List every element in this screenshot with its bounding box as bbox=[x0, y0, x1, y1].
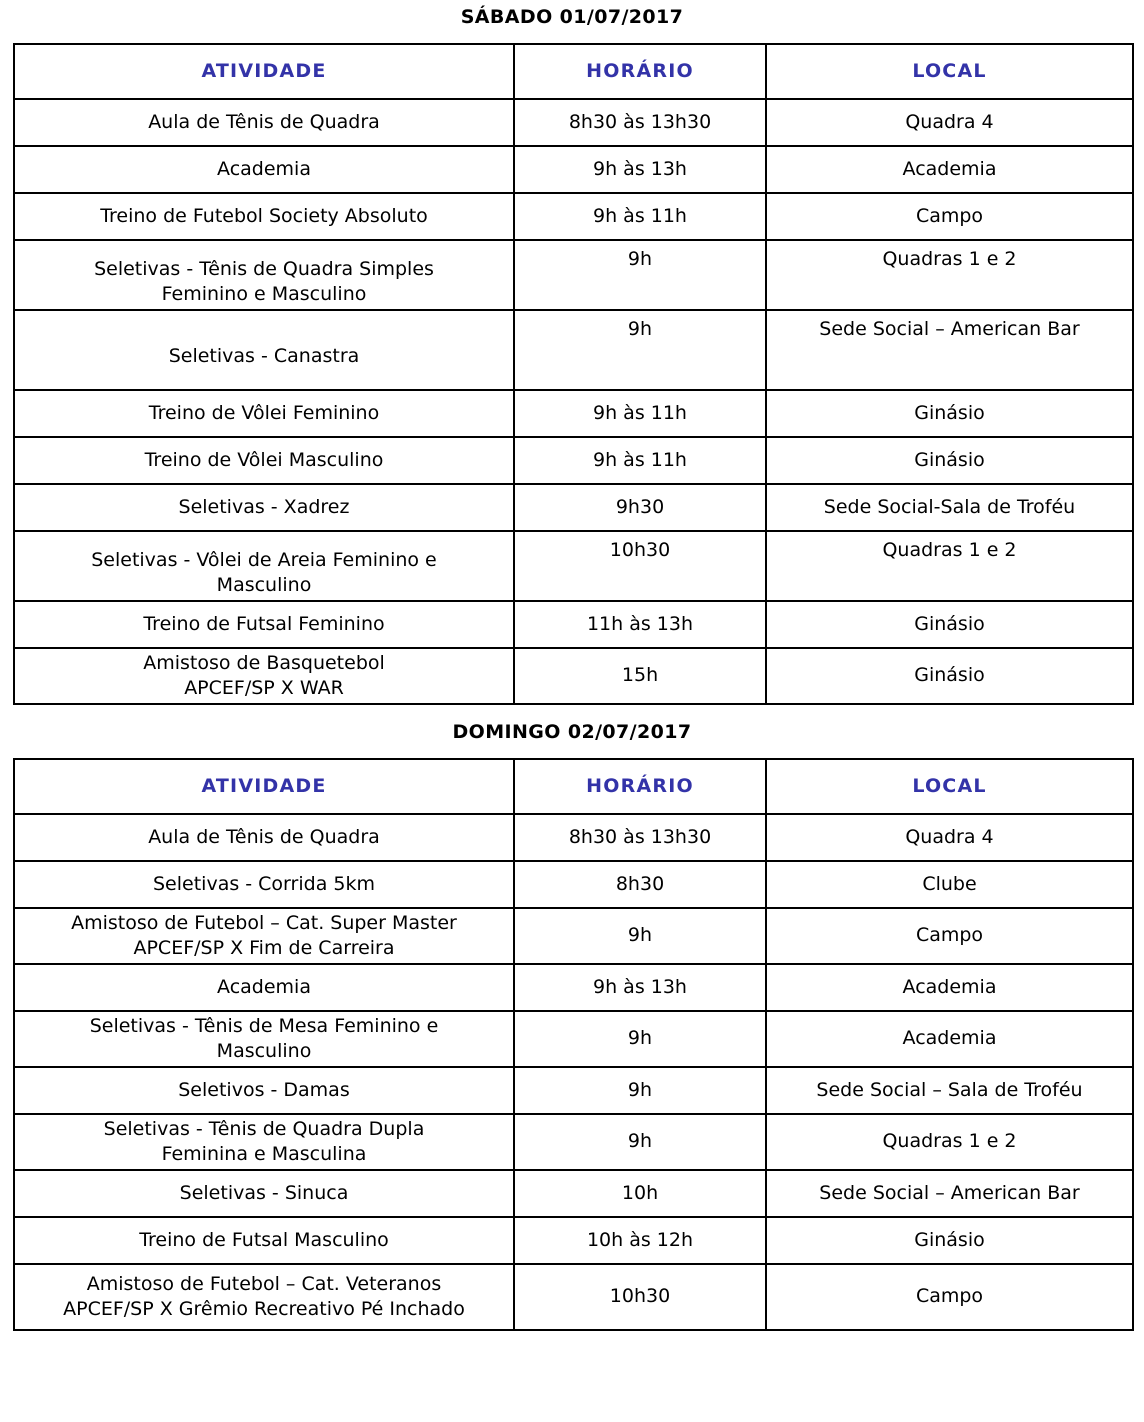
cell-activity: Amistoso de Basquetebol APCEF/SP X WAR bbox=[14, 648, 514, 704]
cell-time: 9h bbox=[514, 1067, 766, 1114]
table-row bbox=[14, 601, 1133, 648]
cell-local: Sede Social-Sala de Troféu bbox=[766, 484, 1133, 531]
cell-local: Campo bbox=[766, 193, 1133, 240]
cell-activity: Treino de Vôlei Masculino bbox=[14, 437, 514, 484]
cell-activity: Treino de Futebol Society Absoluto bbox=[14, 193, 514, 240]
cell-time: 15h bbox=[514, 648, 766, 704]
table-row bbox=[14, 146, 1133, 193]
column-header-activity: ATIVIDADE bbox=[14, 44, 514, 99]
cell-local: Ginásio bbox=[766, 390, 1133, 437]
cell-time: 9h bbox=[514, 1114, 766, 1170]
cell-activity: Academia bbox=[14, 964, 514, 1011]
table-header-row bbox=[14, 759, 1133, 814]
cell-local: Academia bbox=[766, 964, 1133, 1011]
table-row bbox=[14, 99, 1133, 146]
sunday-table-head bbox=[14, 759, 1133, 814]
cell-time: 9h às 11h bbox=[514, 437, 766, 484]
cell-local: Sede Social – Sala de Troféu bbox=[766, 1067, 1133, 1114]
table-row bbox=[14, 531, 1133, 601]
cell-activity: Amistoso de Futebol – Cat. Super Master APCEF/SP X Fim de Carreira bbox=[14, 908, 514, 964]
cell-local: Ginásio bbox=[766, 648, 1133, 704]
cell-time: 10h bbox=[514, 1170, 766, 1217]
cell-activity: Treino de Futsal Feminino bbox=[14, 601, 514, 648]
table-row bbox=[14, 648, 1133, 704]
cell-time: 9h bbox=[514, 310, 766, 390]
column-header-local: LOCAL bbox=[766, 44, 1133, 99]
cell-local: Ginásio bbox=[766, 437, 1133, 484]
table-row bbox=[14, 964, 1133, 1011]
cell-local: Ginásio bbox=[766, 601, 1133, 648]
table-row bbox=[14, 1170, 1133, 1217]
saturday-table-head bbox=[14, 44, 1133, 99]
cell-activity: Treino de Futsal Masculino bbox=[14, 1217, 514, 1264]
cell-time: 8h30 bbox=[514, 861, 766, 908]
cell-time: 9h bbox=[514, 908, 766, 964]
sunday-table-wrap bbox=[0, 758, 1144, 1331]
cell-activity: Amistoso de Futebol – Cat. Veteranos APCEF/SP X Grêmio Recreativo Pé Inchado bbox=[14, 1264, 514, 1330]
table-row bbox=[14, 861, 1133, 908]
cell-local: Sede Social – American Bar bbox=[766, 1170, 1133, 1217]
saturday-schedule-table bbox=[13, 43, 1134, 705]
cell-time: 9h às 11h bbox=[514, 193, 766, 240]
table-row bbox=[14, 484, 1133, 531]
cell-activity: Aula de Tênis de Quadra bbox=[14, 814, 514, 861]
cell-time: 9h às 13h bbox=[514, 964, 766, 1011]
cell-activity: Seletivas - Corrida 5km bbox=[14, 861, 514, 908]
table-row bbox=[14, 814, 1133, 861]
cell-time: 10h às 12h bbox=[514, 1217, 766, 1264]
table-row bbox=[14, 390, 1133, 437]
cell-activity: Seletivas - Tênis de Mesa Feminino e Masculino bbox=[14, 1011, 514, 1067]
cell-activity: Seletivas - Tênis de Quadra Dupla Feminina e Masculina bbox=[14, 1114, 514, 1170]
cell-time: 11h às 13h bbox=[514, 601, 766, 648]
cell-local: Quadras 1 e 2 bbox=[766, 1114, 1133, 1170]
column-header-local: LOCAL bbox=[766, 759, 1133, 814]
cell-activity: Seletivas - Tênis de Quadra Simples Feminino e Masculino bbox=[14, 240, 514, 310]
table-row bbox=[14, 908, 1133, 964]
cell-time: 10h30 bbox=[514, 531, 766, 601]
cell-local: Campo bbox=[766, 1264, 1133, 1330]
cell-activity: Seletivos - Damas bbox=[14, 1067, 514, 1114]
cell-time: 9h bbox=[514, 240, 766, 310]
table-row bbox=[14, 240, 1133, 310]
table-row bbox=[14, 1114, 1133, 1170]
cell-time: 9h30 bbox=[514, 484, 766, 531]
sunday-schedule-table bbox=[13, 758, 1134, 1331]
cell-activity: Seletivas - Sinuca bbox=[14, 1170, 514, 1217]
cell-activity: Seletivas - Canastra bbox=[14, 310, 514, 390]
table-row bbox=[14, 1217, 1133, 1264]
cell-local: Quadra 4 bbox=[766, 814, 1133, 861]
saturday-table-wrap bbox=[0, 43, 1144, 705]
table-header-row bbox=[14, 44, 1133, 99]
table-row bbox=[14, 1011, 1133, 1067]
cell-local: Quadra 4 bbox=[766, 99, 1133, 146]
cell-time: 10h30 bbox=[514, 1264, 766, 1330]
cell-activity: Treino de Vôlei Feminino bbox=[14, 390, 514, 437]
cell-local: Ginásio bbox=[766, 1217, 1133, 1264]
cell-time: 8h30 às 13h30 bbox=[514, 814, 766, 861]
cell-local: Sede Social – American Bar bbox=[766, 310, 1133, 390]
cell-activity: Seletivas - Xadrez bbox=[14, 484, 514, 531]
table-row bbox=[14, 193, 1133, 240]
column-header-time: HORÁRIO bbox=[514, 759, 766, 814]
day-title-saturday: SÁBADO 01/07/2017 bbox=[460, 6, 684, 28]
cell-local: Clube bbox=[766, 861, 1133, 908]
table-row bbox=[14, 437, 1133, 484]
column-header-time: HORÁRIO bbox=[514, 44, 766, 99]
table-row bbox=[14, 1067, 1133, 1114]
cell-time: 9h bbox=[514, 1011, 766, 1067]
day-title-sunday: DOMINGO 02/07/2017 bbox=[452, 721, 692, 743]
cell-time: 9h às 11h bbox=[514, 390, 766, 437]
cell-local: Quadras 1 e 2 bbox=[766, 531, 1133, 601]
column-header-activity: ATIVIDADE bbox=[14, 759, 514, 814]
cell-activity: Aula de Tênis de Quadra bbox=[14, 99, 514, 146]
cell-activity: Academia bbox=[14, 146, 514, 193]
table-row bbox=[14, 1264, 1133, 1330]
saturday-table-body bbox=[14, 99, 1133, 704]
cell-time: 8h30 às 13h30 bbox=[514, 99, 766, 146]
cell-local: Academia bbox=[766, 146, 1133, 193]
cell-local: Academia bbox=[766, 1011, 1133, 1067]
sunday-table-body bbox=[14, 814, 1133, 1330]
table-row bbox=[14, 310, 1133, 390]
cell-local: Quadras 1 e 2 bbox=[766, 240, 1133, 310]
cell-time: 9h às 13h bbox=[514, 146, 766, 193]
cell-activity: Seletivas - Vôlei de Areia Feminino e Masculino bbox=[14, 531, 514, 601]
cell-local: Campo bbox=[766, 908, 1133, 964]
